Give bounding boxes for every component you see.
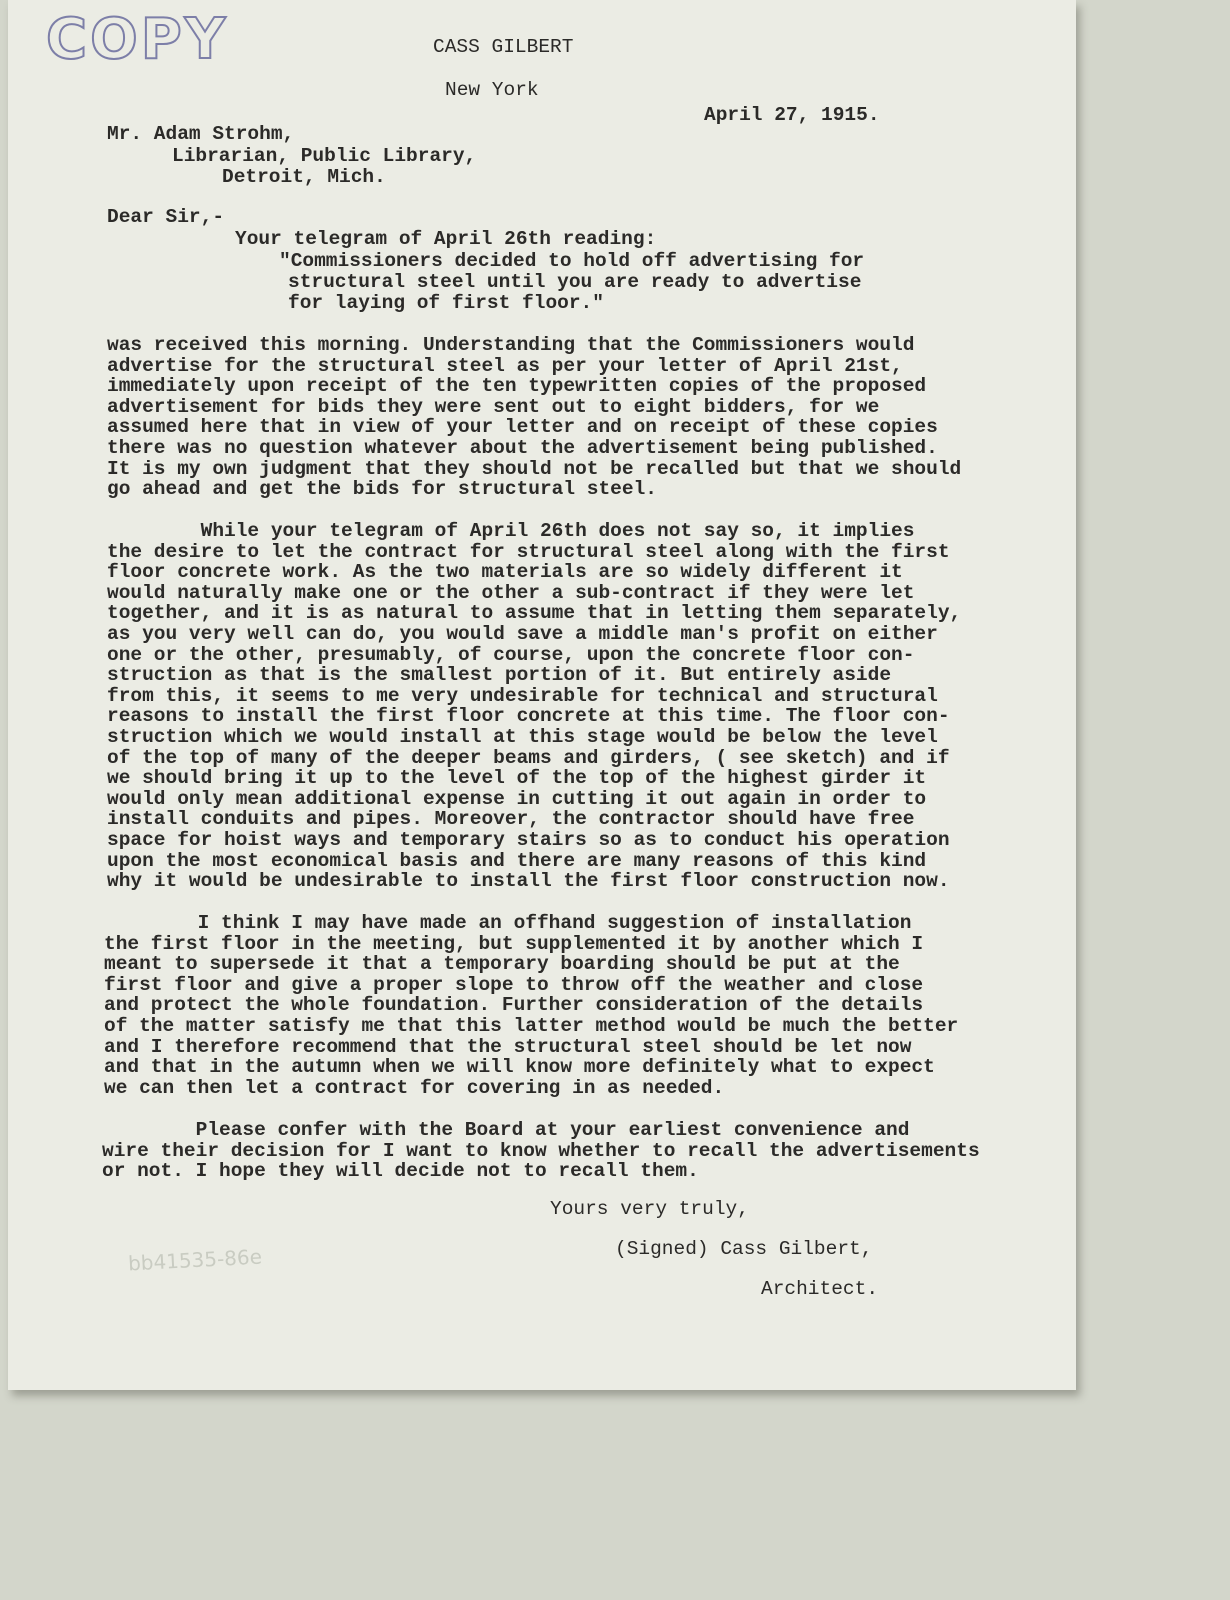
pencil-note: bb41535-86e	[127, 1244, 263, 1276]
letterhead-name: CASS GILBERT	[433, 36, 574, 58]
telegram-quote-line-2: structural steel until you are ready to advertise	[288, 271, 862, 293]
paragraph-telegram-implies: While your telegram of April 26th does not say so, it implies the desire to let the contract for structural steel along with the first floor concrete work. As the two materials are so widely different it would naturally make one or the other a sub-contract if they were let together, and it is as natural to assume that in letting them separately, as you very well can do, you would save a middle man's profit on either one or the other, presumably, of course, upon the concrete floor con- struction as that is the smallest portion of it. But entirely aside from this, it seems to me very undesirable for technical and structural reasons to install the first floor concrete at this time. The floor con- struction which we would install at this stage would be below the level of the top of many of the deeper beams and girders, ( see sketch) and if we should bring it up to the level of the top of the highest girder it would only mean additional expense in cutting it out again in order to install conduits and pipes. Moreover, the contractor should have free space for hoist ways and temporary stairs so as to conduct his operation upon the most economical basis and there are many reasons of this kind why it would be undesirable to install the first floor construction now.	[107, 520, 962, 893]
letter-date: April 27, 1915.	[704, 104, 880, 126]
letterhead-city: New York	[445, 79, 539, 101]
telegram-quote-line-3: for laying of first floor."	[288, 292, 604, 314]
valediction: Yours very truly,	[550, 1198, 749, 1220]
signature: (Signed) Cass Gilbert,	[615, 1238, 873, 1260]
recipient-line-2: Librarian, Public Library,	[172, 145, 477, 167]
paragraph-confer-board: Please confer with the Board at your earliest convenience and wire their decision for I want to know whether to recall the advertisements or not. I hope they will decide not to recall them.	[102, 1119, 980, 1183]
salutation: Dear Sir,-	[107, 206, 225, 228]
recipient-line-1: Mr. Adam Strohm,	[107, 123, 295, 145]
signer-title: Architect.	[761, 1278, 879, 1300]
recipient-line-3: Detroit, Mich.	[222, 166, 386, 188]
telegram-quote-line-1: "Commissioners decided to hold off advertising for	[279, 250, 865, 272]
copy-stamp: COPY	[46, 7, 229, 72]
paragraph-offhand-suggestion: I think I may have made an offhand suggestion of installation the first floor in the meeting, but supplemented it by another which I meant to supersede it that a temporary boarding should be put at the first floor and give a proper slope to throw off the weather and close and protect the whole foundation. Further consideration of the details of the matter satisfy me that this latter method would be much the better and I therefore recommend that the structural steel should be let now and that in the autumn when we will know more definitely what to expect we can then let a contract for covering in as needed.	[104, 912, 959, 1099]
telegram-intro: Your telegram of April 26th reading:	[235, 228, 657, 250]
letter-page	[8, 0, 1076, 1390]
paragraph-received: was received this morning. Understanding that the Commissioners would advertise for the structural steel as per your letter of April 21st, immediately upon receipt of the ten typewritten copies of the proposed advertisement for bids they were sent out to eight bidders, for we assumed here that in view of your letter and on receipt of these copies there was no question whatever about the advertisement being published. It is my own judgment that they should not be recalled but that we should go ahead and get the bids for structural steel.	[107, 334, 962, 501]
